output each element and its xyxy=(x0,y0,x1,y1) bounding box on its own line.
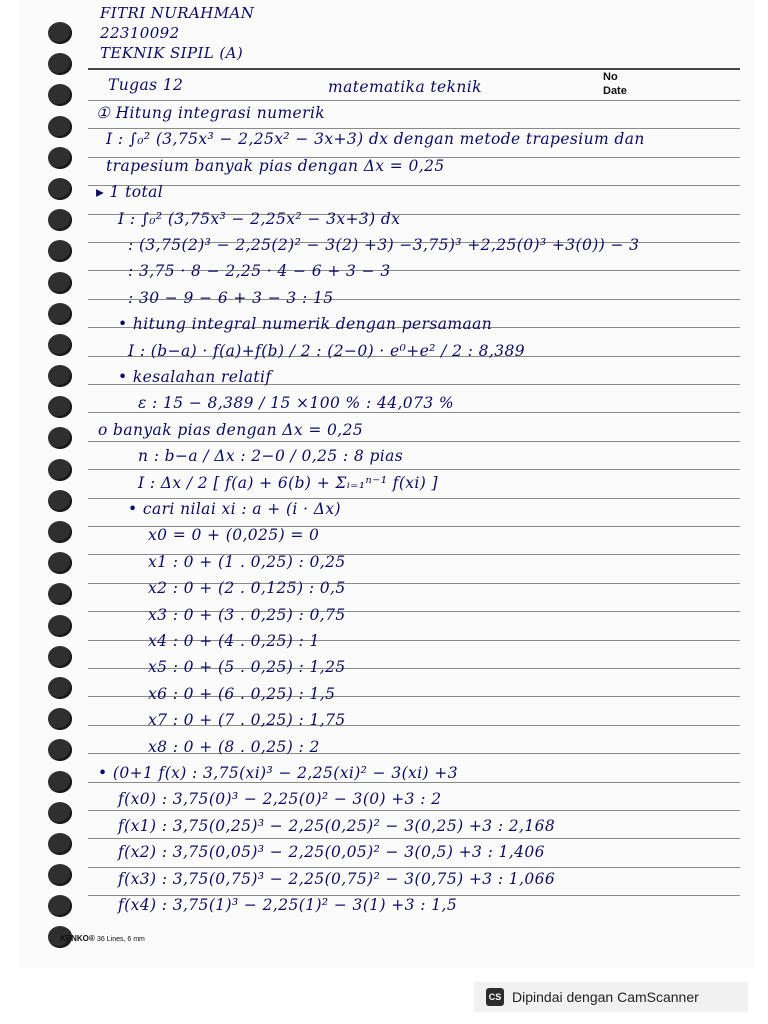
binding-ring xyxy=(48,864,72,886)
brand-name: KENKO® xyxy=(60,934,95,943)
handwritten-line: x5 : 0 + (5 . 0,25) : 1,25 xyxy=(148,658,346,677)
handwritten-line: trapesium banyak pias dengan Δx = 0,25 xyxy=(106,156,445,175)
binding-ring xyxy=(48,334,72,356)
binding-ring xyxy=(48,427,72,449)
notebook-brand xyxy=(60,934,145,943)
handwritten-line: ▸ 1 total xyxy=(96,183,164,202)
lined-paper xyxy=(88,0,754,968)
subject-title: matematika teknik xyxy=(328,78,482,96)
binding-ring xyxy=(48,53,72,75)
binding-ring xyxy=(48,209,72,231)
spiral-binding xyxy=(48,22,74,958)
binding-ring xyxy=(48,178,72,200)
handwritten-line: f(x2) : 3,75(0,05)³ − 2,25(0,05)² − 3(0,5) +3 : 1,406 xyxy=(118,843,545,862)
binding-ring xyxy=(48,521,72,543)
date-label: Date xyxy=(603,85,627,97)
no-label: No xyxy=(603,71,618,83)
handwritten-line: x7 : 0 + (7 . 0,25) : 1,75 xyxy=(148,711,346,730)
no-date-box xyxy=(603,70,627,98)
handwritten-line: n : b−a / Δx : 2−0 / 0,25 : 8 pias xyxy=(138,447,404,466)
binding-ring xyxy=(48,708,72,730)
binding-ring xyxy=(48,365,72,387)
handwritten-line: f(x0) : 3,75(0)³ − 2,25(0)² − 3(0) +3 : 2 xyxy=(118,790,442,809)
student-id: 22310092 xyxy=(100,24,180,42)
handwritten-line: f(x4) : 3,75(1)³ − 2,25(1)² − 3(1) +3 : 1,5 xyxy=(118,896,458,914)
ruled-line xyxy=(88,498,740,499)
student-class: TEKNIK SIPIL (A) xyxy=(100,44,244,62)
handwritten-line: • (0+1 f(x) : 3,75(xi)³ − 2,25(xi)² − 3(xi) +3 xyxy=(98,764,458,782)
binding-ring xyxy=(48,677,72,699)
binding-ring xyxy=(48,240,72,262)
handwritten-line: I : ∫₀² (3,75x³ − 2,25x² − 3x+3) dx xyxy=(118,209,401,228)
binding-ring xyxy=(48,583,72,605)
handwritten-line: x8 : 0 + (8 . 0,25) : 2 xyxy=(148,737,320,756)
handwritten-line: • kesalahan relatif xyxy=(118,368,272,386)
assignment-title: Tugas 12 xyxy=(108,76,184,94)
camscanner-icon: CS xyxy=(486,988,504,1006)
binding-ring xyxy=(48,771,72,793)
binding-ring xyxy=(48,22,72,44)
notebook-page xyxy=(18,0,754,968)
handwritten-line: x1 : 0 + (1 . 0,25) : 0,25 xyxy=(148,552,346,571)
handwritten-line: I : ∫₀² (3,75x³ − 2,25x² − 3x+3) dx dengan metode trapesium dan xyxy=(106,130,645,149)
handwritten-line: : (3,75(2)³ − 2,25(2)² − 3(2) +3) −3,75)³ +2,25(0)³ +3(0)) − 3 xyxy=(128,236,640,254)
handwritten-line: I : Δx / 2 [ f(a) + 6(b) + Σᵢ₌₁ⁿ⁻¹ f(xi) ] xyxy=(138,473,438,492)
binding-ring xyxy=(48,272,72,294)
binding-ring xyxy=(48,84,72,106)
binding-ring xyxy=(48,646,72,668)
ruled-line xyxy=(88,867,740,868)
brand-spec: 36 Lines, 6 mm xyxy=(97,936,145,943)
binding-ring xyxy=(48,895,72,917)
handwritten-line: : 30 − 9 − 6 + 3 − 3 : 15 xyxy=(128,288,334,307)
handwritten-line: ① Hitung integrasi numerik xyxy=(96,104,326,122)
binding-ring xyxy=(48,833,72,855)
binding-ring xyxy=(48,303,72,325)
ruled-line xyxy=(88,412,740,413)
binding-ring xyxy=(48,739,72,761)
ruled-line xyxy=(88,128,740,129)
binding-ring xyxy=(48,116,72,138)
ruled-line xyxy=(88,838,740,839)
camscanner-watermark xyxy=(474,982,748,1012)
handwritten-line: • cari nilai xi : a + (i · Δx) xyxy=(128,500,341,518)
binding-ring xyxy=(48,552,72,574)
handwritten-line: ε : 15 − 8,389 / 15 ×100 % : 44,073 % xyxy=(138,394,455,413)
student-name: FITRI NURAHMAN xyxy=(100,4,255,22)
ruled-line xyxy=(88,441,740,442)
binding-ring xyxy=(48,615,72,637)
binding-ring xyxy=(48,459,72,481)
binding-ring xyxy=(48,490,72,512)
handwritten-line: x2 : 0 + (2 . 0,125) : 0,5 xyxy=(148,579,346,598)
camscanner-label: Dipindai dengan CamScanner xyxy=(512,989,699,1005)
handwritten-line: f(x3) : 3,75(0,75)³ − 2,25(0,75)² − 3(0,75) +3 : 1,066 xyxy=(118,869,556,888)
ruled-line xyxy=(88,185,740,186)
binding-ring xyxy=(48,396,72,418)
ruled-line xyxy=(88,810,740,811)
handwritten-line: I : (b−a) · f(a)+f(b) / 2 : (2−0) · e⁰+e² / 2 : 8,389 xyxy=(128,341,525,360)
handwritten-line: o banyak pias dengan Δx = 0,25 xyxy=(98,420,364,439)
handwritten-line: x4 : 0 + (4 . 0,25) : 1 xyxy=(148,632,320,650)
binding-ring xyxy=(48,147,72,169)
binding-ring xyxy=(48,802,72,824)
handwritten-line: : 3,75 · 8 − 2,25 · 4 − 6 + 3 − 3 xyxy=(128,262,391,281)
ruled-line xyxy=(88,100,740,101)
handwritten-line: x6 : 0 + (6 . 0,25) : 1,5 xyxy=(148,684,336,703)
handwritten-line: • hitung integral numerik dengan persamaan xyxy=(118,315,493,334)
ruled-line xyxy=(88,469,740,470)
handwritten-line: f(x1) : 3,75(0,25)³ − 2,25(0,25)² − 3(0,25) +3 : 2,168 xyxy=(118,816,556,835)
handwritten-line: x0 = 0 + (0,025) = 0 xyxy=(148,526,320,545)
handwritten-line: x3 : 0 + (3 . 0,25) : 0,75 xyxy=(148,605,346,624)
